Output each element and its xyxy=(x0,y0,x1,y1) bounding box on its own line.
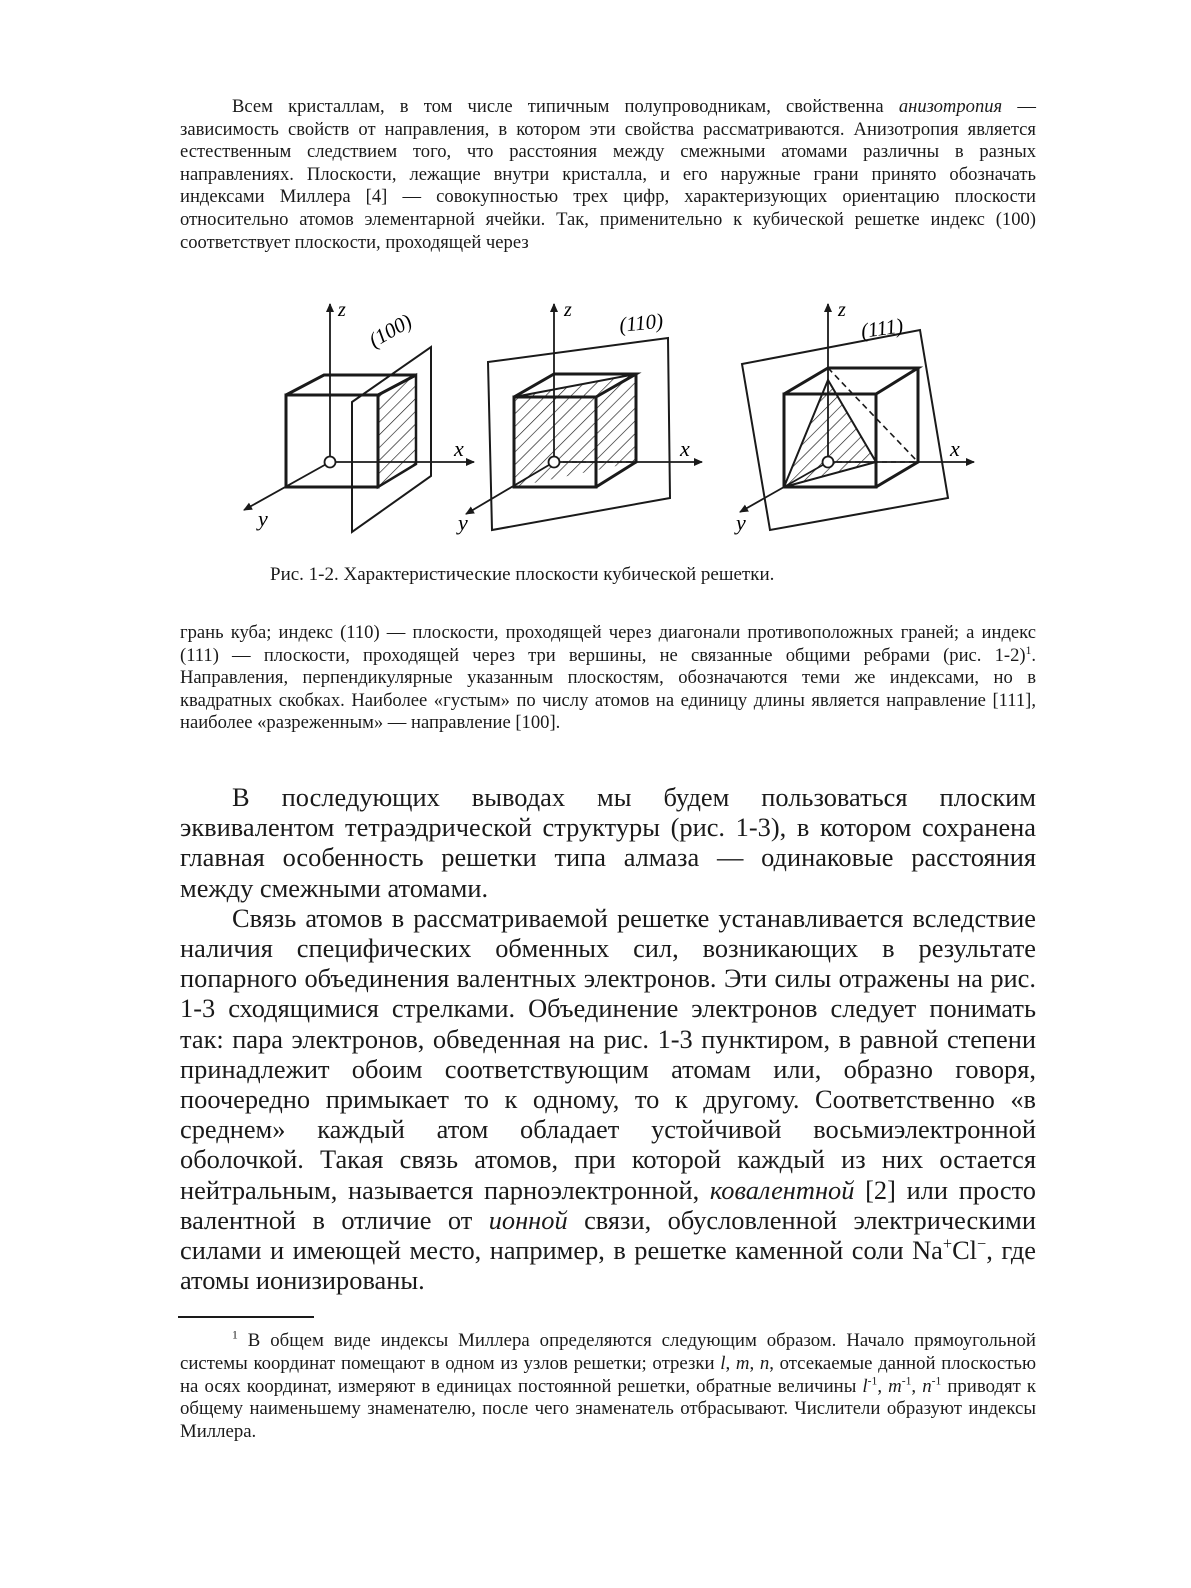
var-m: m xyxy=(735,1352,750,1374)
z-label-100: z xyxy=(338,299,346,321)
continuation-text-b: . Направления, перпендикулярные указанным плоскостям, обозначаются теми же индексами, но в квадратных скобках. Наиболее «густым» по числу атомов на единицу длины является направление [111], наиболее «разреженным» — направление [100]. xyxy=(180,644,1036,734)
exp: -1 xyxy=(867,1374,878,1388)
sep: , xyxy=(749,1352,760,1374)
term-covalent: ковалентной xyxy=(709,1174,855,1205)
hatched-face-110 xyxy=(514,374,636,487)
z-label-110: z xyxy=(564,299,572,321)
var-m-inv: m xyxy=(888,1375,902,1397)
exp: -1 xyxy=(931,1374,942,1388)
var-l: l xyxy=(720,1352,726,1374)
sep: , xyxy=(725,1352,736,1374)
p2-text-d: Cl xyxy=(952,1235,978,1266)
plane-label-100: (100) xyxy=(364,308,416,353)
footnote-mark: 1 xyxy=(232,1328,238,1342)
intro-paragraph xyxy=(180,96,1036,254)
panel-100 xyxy=(244,299,474,532)
footnote-text-a: В общем виде индексы Миллера определяются следующим образом. Начало прямоугольной системы координат помещают в одном из узлов решетки; отрезки xyxy=(180,1330,1036,1374)
main-paragraph-2 xyxy=(180,903,1036,1296)
plane-label-111: (111) xyxy=(859,313,905,343)
cube-side-111 xyxy=(876,368,918,487)
origin-110 xyxy=(549,457,560,468)
var-n-inv: n xyxy=(922,1375,932,1397)
var-n: n xyxy=(759,1352,770,1374)
y-label-111: y xyxy=(736,510,746,535)
panel-110 xyxy=(456,299,702,535)
exp: -1 xyxy=(901,1374,912,1388)
y-label-100: y xyxy=(258,506,268,531)
continuation-text-a: грань куба; индекс (110) — плоскости, проходящей через диагонали противоположных граней; а индекс (111) — плоскости, проходящей через три вершины, не связанные общими ребрами (рис. 1-2) xyxy=(180,622,1036,666)
var-l-inv: l xyxy=(862,1375,868,1397)
x-label-111: x xyxy=(950,436,960,461)
p2-text-e: , где атомы ионизированы. xyxy=(180,1235,1036,1296)
plane-label-110: (110) xyxy=(618,308,665,337)
footnote-ref: 1 xyxy=(1025,644,1032,657)
cube-front-100 xyxy=(286,395,378,487)
figure-1-2 xyxy=(180,290,1036,540)
intro-text-b: — зависимость свойств от направления, в котором эти свойства рассматриваются. Анизотропия является естественным следствием того, что расстояния между смежными атомами различны в разных направлениях. Плоскости, лежащие внутри кристалла, и его наружные грани принято обозначать индексами Миллера [4] — совокупностью трех цифр, характеризующих ориентацию плоскости относительно атомов элементарной ячейки. Так, применительно к кубической решетке индекс (100) соответствует плоскости, проходящей через xyxy=(180,96,1036,253)
p2-text-b: [2] или просто валентной в отличие от xyxy=(180,1174,1036,1235)
panel-111 xyxy=(734,299,974,535)
hatched-triangle-111 xyxy=(784,380,876,487)
footnote-text-b: , отсекаемые данной плоскостью на осях координат, измеряют в единицах постоянной решетки, обратные величины xyxy=(180,1352,1037,1397)
na-charge: + xyxy=(942,1234,953,1254)
continuation-paragraph xyxy=(180,622,1036,735)
cube-top-111 xyxy=(784,368,918,394)
main-paragraph-1: В последующих выводах мы будем пользоваться плоским эквивалентом тетраэдрической структуры (рис. 1-3), в котором сохранена главная особенность решетки типа алмаза — одинаковые расстояния между смежными атомами. xyxy=(180,782,1036,903)
footnote xyxy=(180,1330,1036,1444)
x-label-100: x xyxy=(454,436,464,461)
origin-111 xyxy=(823,457,834,468)
cl-charge: − xyxy=(977,1234,987,1254)
term-anisotropy: анизотропия xyxy=(898,96,1003,117)
p2-text-a: Связь атомов в рассматриваемой решетке устанавливается вследствие наличия специфических обменных сил, возникающих в результате попарного объединения валентных электронов. Эти силы отражены на рис. 1-3 сходящимися стрелками. Объединение электронов следует понимать так: пара электронов, обведенная на рис. 1-3 пунктиром, в равной степени принадлежит обоим соответствующим атомам или, образно говоря, поочередно примыкает то к одному, то к другому. Соответственно «в среднем» каждый атом обладает устойчивой восьмиэлектронной оболочкой. Такая связь атомов, при которой каждый из них остается нейтральным, называется парноэлектронной, xyxy=(180,902,1036,1205)
footnote-rule xyxy=(178,1316,314,1318)
z-label-111: z xyxy=(838,299,846,321)
sep: , xyxy=(877,1375,889,1397)
y-label-110: y xyxy=(458,510,468,535)
footnote-text-c: приводят к общему наименьшему знаменателю, после чего знаменатель отбрасывают. Числители образуют индексы Миллера. xyxy=(180,1375,1037,1443)
sep: , xyxy=(911,1375,923,1397)
p2-text-c: связи, обусловленной электрическими силами и имеющей место, например, в решетке каменной соли Na xyxy=(180,1204,1036,1266)
origin-100 xyxy=(325,457,336,468)
main-text xyxy=(180,782,1036,1295)
x-label-110: x xyxy=(680,436,690,461)
figure-caption: Рис. 1-2. Характеристические плоскости кубической решетки. xyxy=(270,564,775,585)
intro-text-a: Всем кристаллам, в том числе типичным полупроводникам, свойственна xyxy=(232,96,899,117)
term-ionic: ионной xyxy=(488,1204,568,1235)
